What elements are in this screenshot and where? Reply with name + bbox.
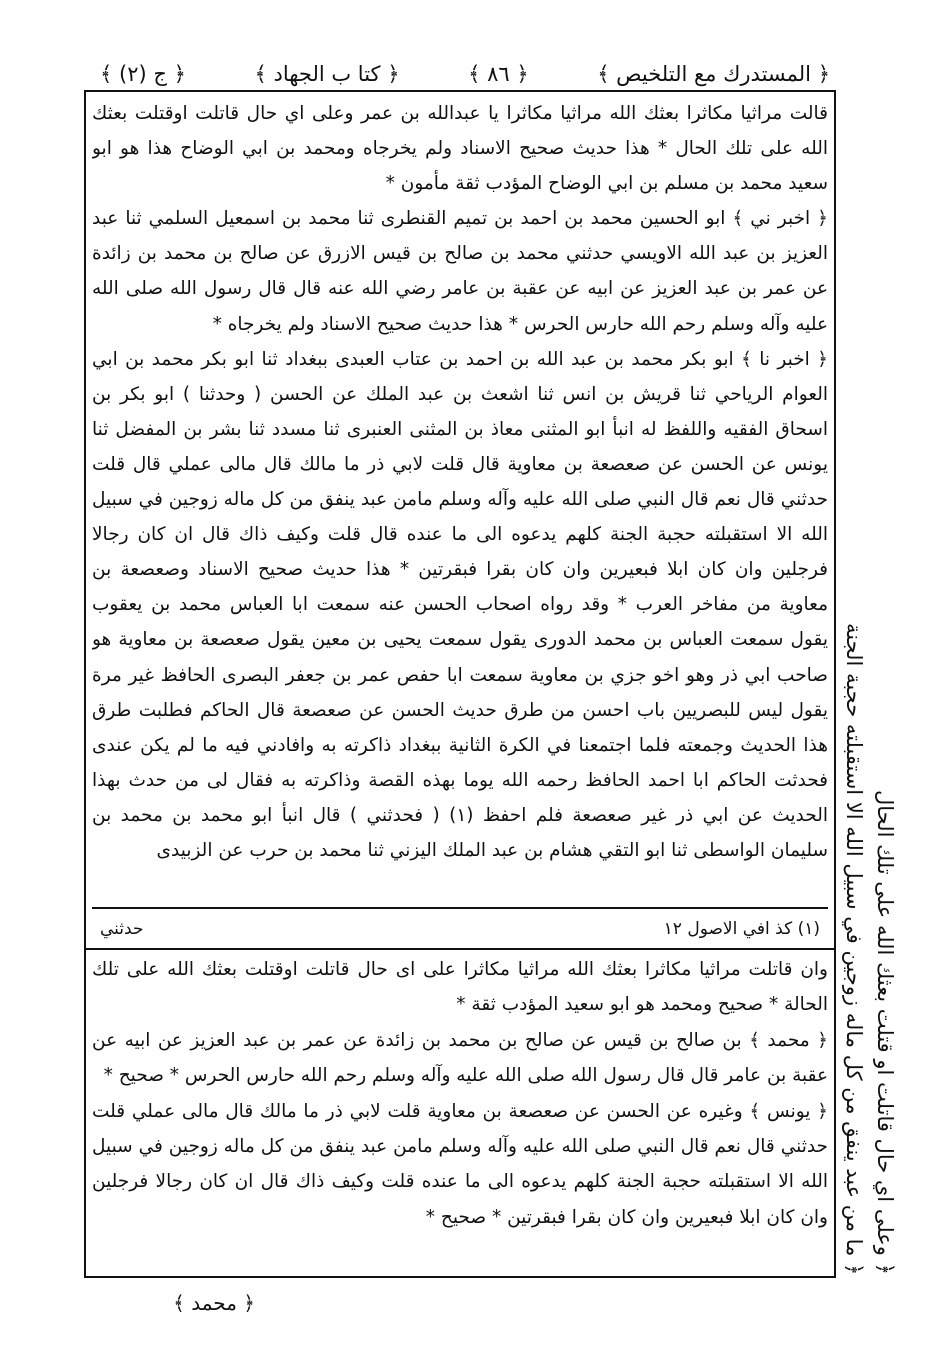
margin-note-column xyxy=(838,95,900,1275)
main-paragraph-2: ﴿ اخبر ني ﴾ ابو الحسين محمد بن احمد بن تميم القنطرى ثنا محمد بن اسمعيل السلمي ثنا عبد العزيز بن عبد الله الاويسي حدثني محمد بن صالح بن قيس الازرق عن صالح بن محمد بن زائدة عن عمر بن عبد العزيز عن ابيه عن عقبة بن عامر رضي الله عنه قال قال رسول الله صلى الله عليه وآله وسلم رحم الله حارس الحرس * هذا حديث صحيح الاسناد ولم يخرجاه * xyxy=(92,208,828,335)
summary-text xyxy=(92,952,828,1270)
footnote-text: حدثني xyxy=(100,919,144,939)
header-volume: ﴿ ج (٢) ﴾ xyxy=(100,62,186,86)
header-chapter-title: ﴿ كتا ب الجهاد ﴾ xyxy=(254,62,400,86)
margin-notes xyxy=(838,95,900,1275)
catchword: ﴿ محمد ﴾ xyxy=(173,1291,255,1315)
header-page-number: ﴿ ٨٦ ﴾ xyxy=(468,62,529,86)
footnote-reference: (١) كذ افي الاصول ١٢ xyxy=(663,919,820,939)
summary-divider xyxy=(86,948,834,950)
header-book-title: ﴿ المستدرك مع التلخيص ﴾ xyxy=(597,62,830,86)
footnote-divider xyxy=(92,907,828,909)
margin-note-1: ﴿ وعلى اي حال قاتلت او قتلت بعثك الله على تلك الحال xyxy=(873,790,897,1275)
summary-paragraph-2: ﴿ محمد ﴾ بن صالح بن قيس عن صالح بن محمد بن زائدة عن عمر بن عبد العزيز عن ابيه عن عقبة بن عامر قال قال رسول الله صلى الله عليه وآله وسلم رحم الله حارس الحرس * صحيح * xyxy=(92,1029,828,1087)
main-text xyxy=(92,96,828,898)
margin-note-2: ﴿ ما من عبد ينفق من كل ماله زوجين في سبيل الله الا استقبلته حجبة الجنة xyxy=(842,622,866,1275)
running-header xyxy=(100,56,830,92)
main-paragraph-1: قالت مراثيا مكاثرا بعثك الله مراثيا مكاثرا يا عبدالله بن عمر وعلى اي حال قاتلت اوقتلت بعثك الله على تلك الحال * هذا حديث صحيح الاسناد ولم يخرجاه ومحمد بن ابي الوضاح هذا هو ابو سعيد محمد بن مسلم بن ابي الوضاح المؤدب ثقة مأمون * xyxy=(92,103,828,195)
summary-paragraph-3: ﴿ يونس ﴾ وغيره عن الحسن عن صعصعة بن معاوية قلت لابي ذر ما مالك قال مالى عملي قلت حدثني قال نعم قال النبي صلى الله عليه وآله وسلم مامن عبد ينفق من كل ماله زوجين في سبيل الله الا استقبلته حجبة الجنة كلهم يدعوه الى ما عنده قلت وكيف ذاك قال ان كان رجالا فرجلين وان كان ابلا فبعيرين وان كان بقرا فبقرتين * صحيح * xyxy=(92,1100,828,1228)
footnote xyxy=(100,914,820,944)
main-paragraph-3: ﴿ اخبر نا ﴾ ابو بكر محمد بن عبد الله بن احمد بن عتاب العبدى ببغداد ثنا ابو بكر محمد بن ابي العوام الرياحي ثنا قريش بن انس ثنا اشعث بن عبد الملك عن الحسن ( وحدثنا ) ابو بكر بن اسحاق الفقيه واللفظ له انبأ ابو المثنى معاذ بن المثنى العنبرى ثنا مسدد ثنا بشر بن المفضل ثنا يونس عن الحسن عن صعصعة بن معاوية قال قلت لابي ذر ما مالك قال مالى عملي قال قلت حدثني قال نعم قال النبي صلى الله عليه وآله وسلم مامن عبد ينفق من كل ماله زوجين في سبيل الله الا استقبلته حجبة الجنة كلهم يدعوه الى ما عنده قال قلت وكيف ذاك قال ان كان رجالا فرجلين وان كان ابلا فبعيرين وان كان بقرا فبقرتين * هذا حديث صحيح الاسناد وصعصعة بن معاوية من مفاخر العرب * وقد رواه اصحاب الحسن عنه سمعت ابا العباس محمد بن يعقوب يقول سمعت العباس بن محمد الدورى يقول سمعت يحيى بن معين يقول صعصعة بن معاوية هو صاحب ابي ذر وهو اخو جزي بن معاوية سمعت ابا حفص عمر بن جعفر البصرى الحافظ غير مرة يقول ليس للبصريين باب احسن من طرق حديث الحسن عن صعصعة قال الحاكم فطلبت طرق هذا الحديث وجمعته فلما اجتمعنا في الكرة الثانية ببغداد ذاكرته به وافادني فيه ما لم يكن عندى فحدثت الحاكم ابا احمد الحافظ رحمه الله يوما بهذه القصة وذاكرته به فقال لى من حدث بهذا الحديث عن ابي ذر غير صعصعة فلم احفظ (١) ( فحدثني ) قال انبأ ابو محمد بن محمد بن سليمان الواسطى ثنا ابو التقي هشام بن عبد الملك اليزني ثنا محمد بن حرب عن الزبيدى xyxy=(92,348,828,861)
summary-paragraph-1: وان قاتلت مراثيا مكاثرا بعثك الله مراثيا مكاثرا على اى حال قاتلت اوقتلت بعثك الله على تلك الحالة * صحيح ومحمد هو ابو سعيد المؤدب ثقة * xyxy=(92,959,828,1016)
